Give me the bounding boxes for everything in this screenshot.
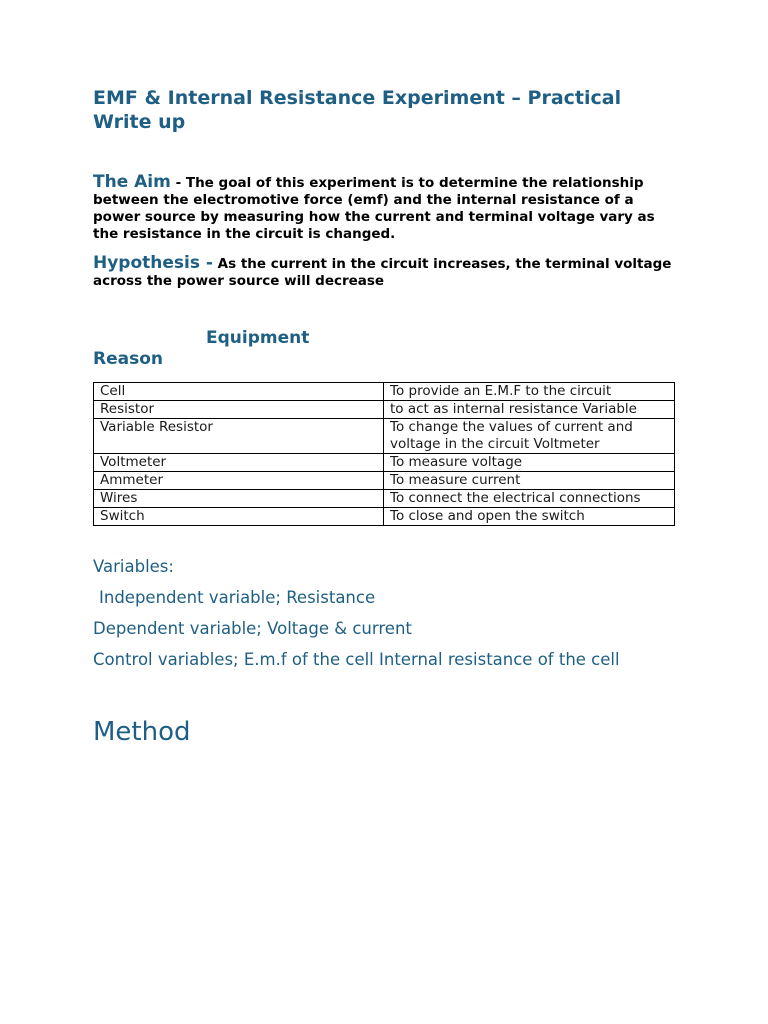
equipment-reason: To measure current [384, 472, 675, 490]
table-row [94, 401, 675, 419]
control-variables: Control variables; E.m.f of the cell Internal resistance of the cell [93, 650, 620, 669]
page-title: EMF & Internal Resistance Experiment – Practical Write up [93, 87, 622, 133]
reason-heading: Reason [93, 349, 163, 369]
equipment-headings [93, 328, 675, 370]
table-row [94, 383, 675, 401]
equipment-item: Switch [94, 508, 384, 526]
document-page [93, 86, 675, 748]
equipment-item: Variable Resistor [94, 419, 384, 454]
table-row [94, 508, 675, 526]
table-row [94, 419, 675, 454]
equipment-reason: To close and open the switch [384, 508, 675, 526]
equipment-reason: To measure voltage [384, 454, 675, 472]
hypothesis-label: Hypothesis - [93, 253, 213, 273]
equipment-item: Voltmeter [94, 454, 384, 472]
hypothesis-paragraph [93, 255, 675, 290]
equipment-item: Cell [94, 383, 384, 401]
variables-section [93, 556, 675, 670]
equipment-reason: to act as internal resistance Variable [384, 401, 675, 419]
equipment-item: Resistor [94, 401, 384, 419]
equipment-item: Ammeter [94, 472, 384, 490]
table-row [94, 490, 675, 508]
variables-heading: Variables: [93, 557, 174, 576]
table-row [94, 472, 675, 490]
equipment-reason: To change the values of current and voltage in the circuit Voltmeter [384, 419, 675, 454]
aim-label: The Aim [93, 172, 171, 192]
equipment-item: Wires [94, 490, 384, 508]
method-heading: Method [93, 717, 191, 747]
aim-paragraph [93, 174, 675, 243]
equipment-reason: To provide an E.M.F to the circuit [384, 383, 675, 401]
table-row [94, 454, 675, 472]
equipment-heading: Equipment [206, 328, 310, 348]
independent-variable: Independent variable; Resistance [99, 588, 376, 607]
hypothesis-text: As the current in the circuit increases, the terminal voltage across the power source will decrease [93, 256, 672, 289]
equipment-reason: To connect the electrical connections [384, 490, 675, 508]
dependent-variable: Dependent variable; Voltage & current [93, 619, 412, 638]
equipment-table [93, 382, 675, 526]
aim-text: - The goal of this experiment is to determine the relationship between the electromotive force (emf) and the internal resistance of a power source by measuring how the current and terminal voltage vary as the resistance in the circuit is changed. [93, 175, 655, 242]
